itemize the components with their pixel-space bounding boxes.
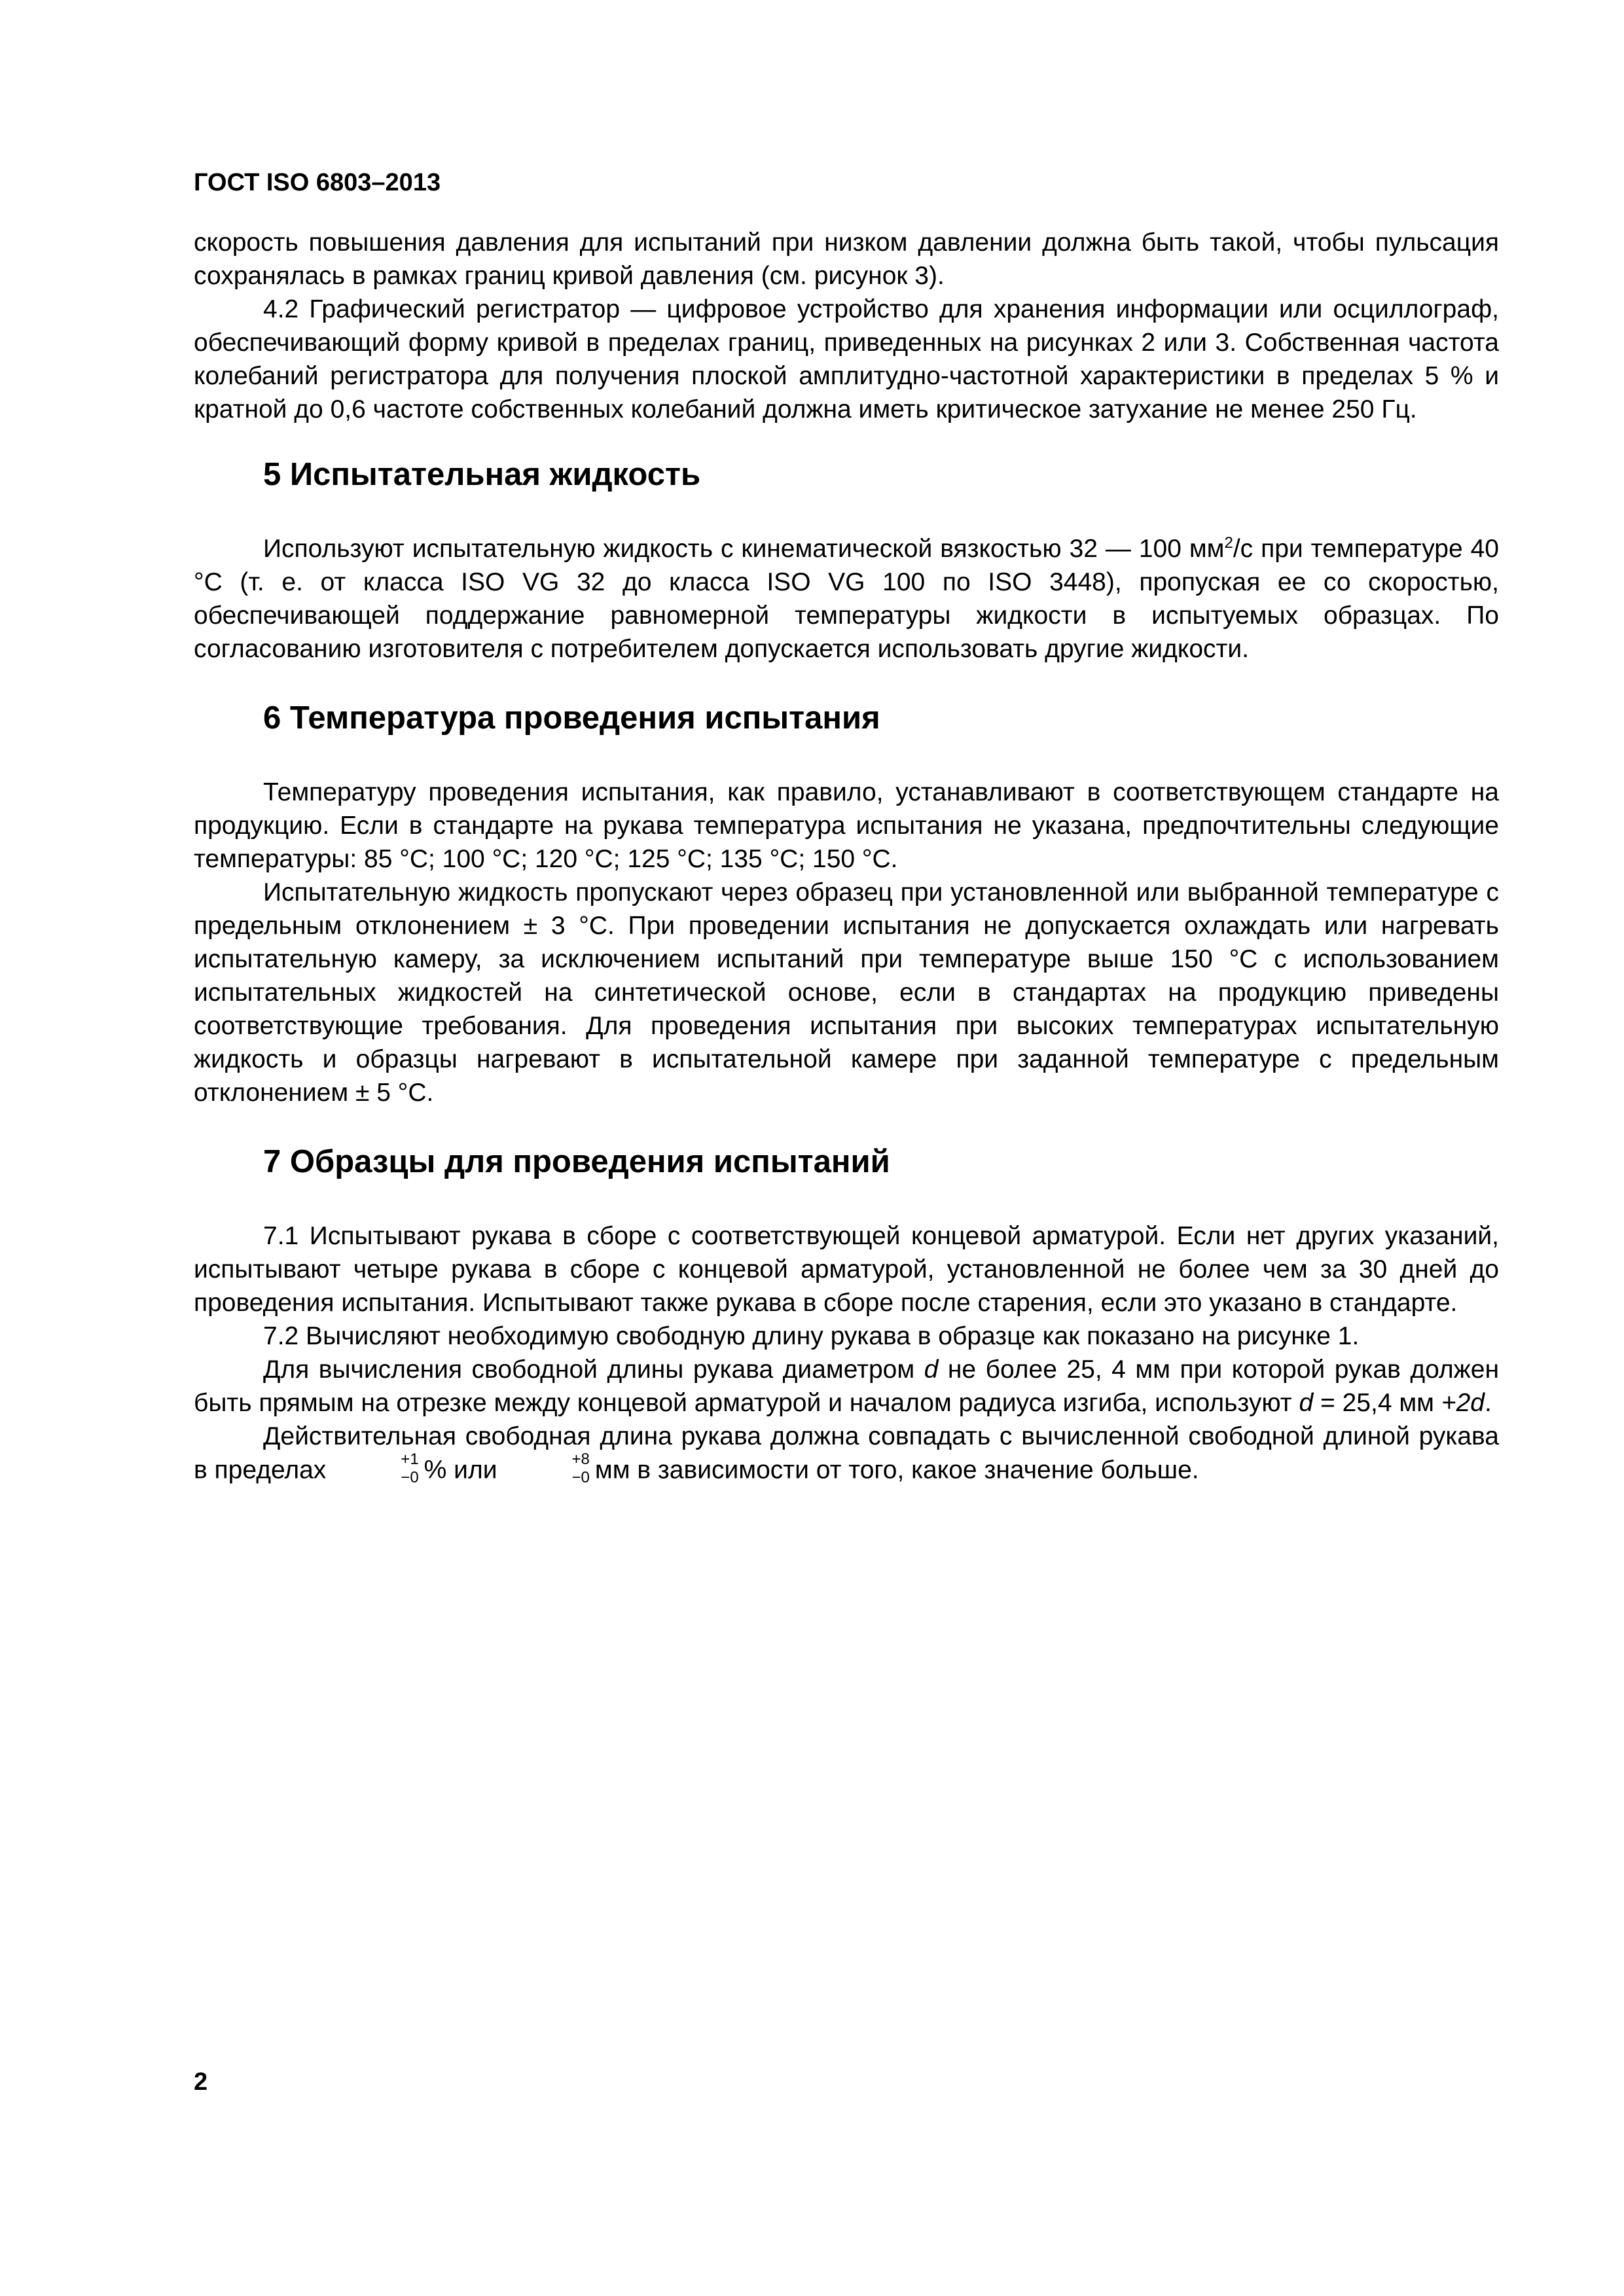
tolerance-percent — [331, 1450, 418, 1487]
tolerance-upper: +1 — [401, 1450, 419, 1468]
text-segment: мм в зависимости от того, какое значение больше. — [594, 1456, 1199, 1484]
section-5-paragraph — [194, 532, 1499, 666]
paragraph-continuation: скорость повышения давления для испытаний при низком давлении должна быть такой, чтобы пульсация сохранялась в рамках границ кривой давления (см. рисунок 3). — [194, 228, 1499, 290]
section-7-heading: 7 Образцы для проведения испытаний — [263, 1144, 890, 1179]
text-segment: Действительная свободная длина рукава должна совпадать с вычисленной свободной длиной рукава в пределах — [194, 1422, 1499, 1484]
section-6-paragraph-2: Испытательную жидкость пропускают через образец при установленной или выбранной температуре с предельным отклонением ± 3 °С. При проведении испытания не допускается охлаждать или нагревать испытательную камеру, за исключением испытаний при температуре выше 150 °С с использованием испытательных жидкостей на синтетической основе, если в стандартах на продукцию приведены соответствующие требования. Для проведения испытания при высоких температурах испытательную жидкость и образцы нагревают в испытательной камере при заданной температуре с предельным отклонением ± 5 °С. — [194, 878, 1499, 1107]
section-5-heading: 5 Испытательная жидкость — [263, 457, 701, 492]
tolerance-lower: −0 — [401, 1469, 419, 1486]
text-segment: = 25,4 мм — [1313, 1389, 1441, 1417]
section-6-heading: 6 Температура проведения испытания — [263, 700, 880, 736]
section-6-paragraph-1: Температуру проведения испытания, как правило, устанавливают в соответствующем стандарте на продукцию. Если в стандарте на рукава температура испытания не указана, предпочтительны следующие температуры: 85 °С; 100 °С; 120 °С; 125 °С; 135 °С; 150 °С. — [194, 778, 1499, 873]
tolerance-upper: +8 — [571, 1450, 590, 1468]
paragraph-7-2-tolerance — [194, 1420, 1499, 1490]
symbol-d: d — [1299, 1389, 1314, 1417]
text-segment: . — [1484, 1389, 1492, 1417]
page-body — [194, 226, 1499, 1490]
symbol-d: d — [924, 1355, 939, 1384]
text-segment: не более 25, 4 мм при которой рукав должен быть прямым на отрезке между концевой арматурой и началом радиуса изгиба, используют — [194, 1355, 1499, 1417]
document-id-header: ГОСТ ISO 6803–2013 — [194, 169, 441, 196]
paragraph-4-2: 4.2 Графический регистратор — цифровое устройство для хранения информации или осциллограф, обеспечивающий форму кривой в пределах границ, приведенных на рисунках 2 или 3. Собственная частота колебаний регистратора для получения плоской амплитудно-частотной характеристики в пределах 5 % и кратной до 0,6 частоте собственных колебаний должна иметь критическое затухание не менее 250 Гц. — [194, 295, 1499, 423]
tolerance-lower: −0 — [571, 1469, 590, 1486]
paragraph-7-2-diameter — [194, 1353, 1499, 1420]
formula-2d: +2d — [1441, 1389, 1485, 1417]
paragraph-7-1: 7.1 Испытывают рукава в сборе с соответствующей концевой арматурой. Если нет других указаний, испытывают четыре рукава в сборе с концевой арматурой, установленной не более чем за 30 дней до проведения испытания. Испытывают также рукава в сборе после старения, если это указано в стандарте. — [194, 1222, 1499, 1317]
tolerance-mm — [503, 1450, 590, 1487]
paragraph-7-2: 7.2 Вычисляют необходимую свободную длину рукава в образце как показано на рисунке 1. — [263, 1322, 1360, 1350]
text-segment: /с при температуре 40 °С (т. е. от класса ISO VG 32 до класса ISO VG 100 по ISO 3448), пропуская ее со скоростью, обеспечивающей поддержание равномерной температуры жидкости в испытуемых образцах. По согласованию изготовителя с потребителем допускается использовать другие жидкости. — [194, 535, 1499, 663]
page-number: 2 — [194, 2068, 208, 2096]
text-segment: Используют испытательную жидкость с кинематической вязкостью 32 — 100 мм — [263, 535, 1225, 563]
superscript: 2 — [1224, 534, 1233, 552]
text-segment: % или — [424, 1456, 497, 1484]
text-segment: Для вычисления свободной длины рукава диаметром — [263, 1355, 924, 1384]
